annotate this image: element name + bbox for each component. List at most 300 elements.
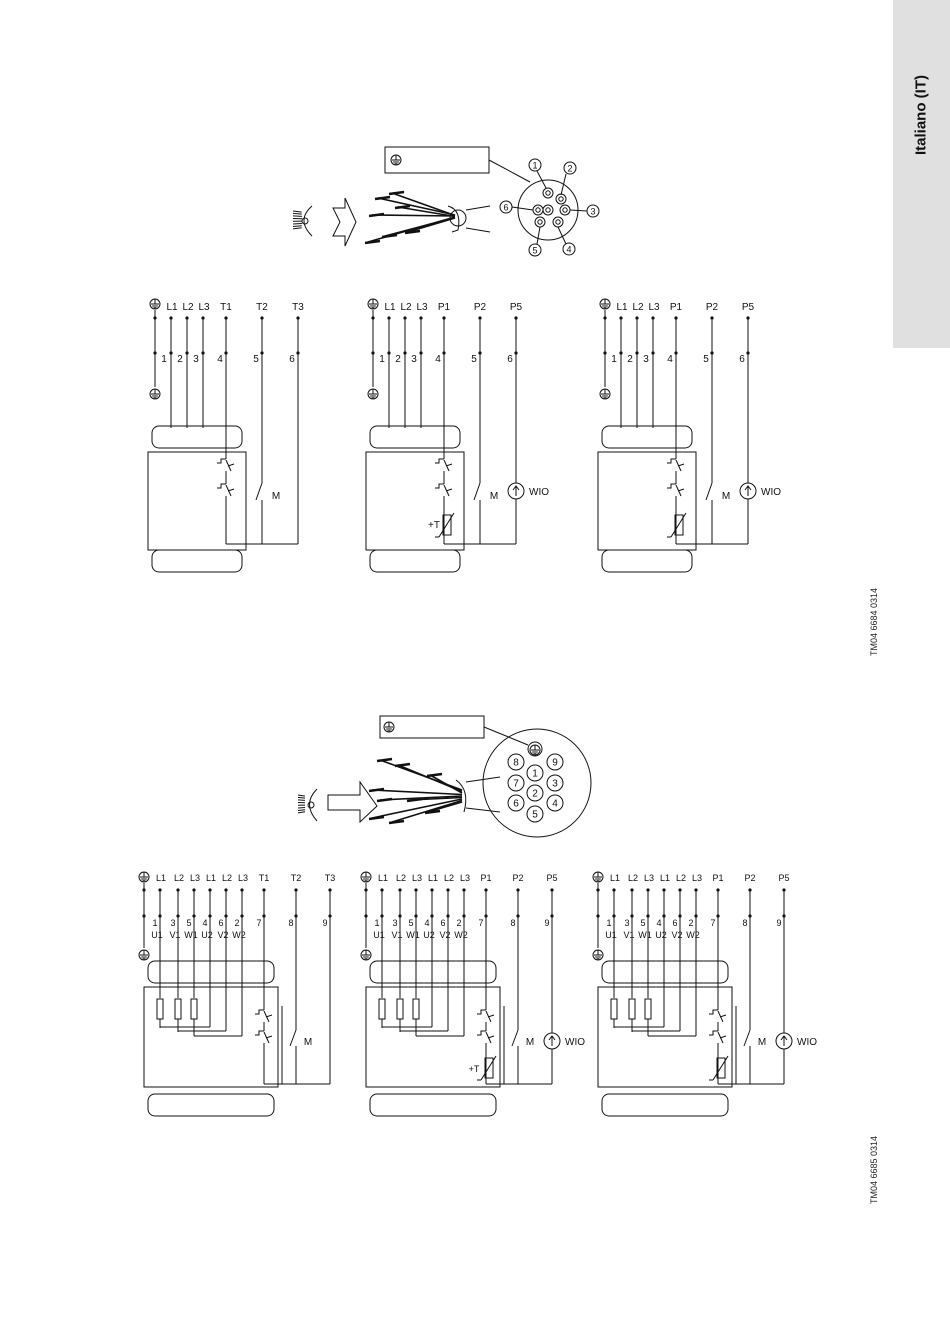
ground-icon — [139, 872, 149, 882]
switch-hook — [217, 484, 226, 488]
switch-tick — [488, 1015, 494, 1017]
cable-end — [395, 206, 410, 208]
pin-socket — [533, 205, 543, 215]
thermal-switch-icon — [255, 1006, 272, 1022]
pin-label: 3 — [411, 354, 417, 365]
eye-pupil — [308, 802, 314, 808]
pin-label: 7 — [256, 918, 262, 928]
winding-label: V2 — [439, 930, 451, 940]
thermal-switch-icon — [477, 1027, 494, 1043]
switch-hook — [255, 1031, 264, 1035]
winding-resistor — [413, 999, 419, 1019]
terminal-label: L2 — [173, 873, 185, 883]
terminal-label: T1 — [258, 873, 270, 883]
pin-label: 1 — [152, 918, 158, 928]
pin-number: 4 — [552, 798, 558, 810]
thermistor-slash — [481, 1056, 496, 1080]
switch-hook — [667, 459, 676, 463]
winding-label: U1 — [151, 930, 163, 940]
switch-tick — [446, 489, 452, 491]
pin-label: 8 — [510, 918, 516, 928]
pin-label: 9 — [322, 918, 328, 928]
pin-label: 5 — [186, 918, 192, 928]
switch-tick — [678, 489, 684, 491]
eye-lash — [293, 228, 302, 229]
switch-blade — [706, 483, 712, 500]
pin-label: 8 — [742, 918, 748, 928]
winding-label: W2 — [454, 930, 468, 940]
terminal-dot — [596, 914, 599, 917]
winding-resistor — [175, 999, 181, 1019]
terminal-label: P1 — [437, 302, 451, 313]
terminal-label: L3 — [643, 873, 655, 883]
winding-resistor — [191, 999, 197, 1019]
wio-sensor-icon — [544, 1033, 585, 1049]
pin-label: 3 — [170, 918, 176, 928]
cable-wire — [392, 193, 455, 216]
thermal-switch-icon — [709, 1027, 726, 1043]
terminal-label: L1 — [205, 873, 217, 883]
motor-bottom-cap — [602, 1094, 728, 1116]
figure-code-1: TM04 6684 0314 — [869, 587, 879, 657]
terminal-label: L2 — [400, 302, 412, 313]
terminal-label: P5 — [546, 873, 558, 883]
eye-lash — [298, 800, 305, 801]
motor-body — [148, 452, 246, 550]
terminal-label: L1 — [659, 873, 671, 883]
eye-icon — [310, 789, 318, 821]
switch-hook — [477, 1031, 486, 1035]
pin-number: 2 — [567, 163, 573, 174]
pin-label: 5 — [408, 918, 414, 928]
eye-lash — [298, 795, 305, 796]
terminal-label: L1 — [609, 873, 621, 883]
pin-number: 5 — [532, 809, 538, 821]
winding-resistor — [645, 999, 651, 1019]
pin-label: 6 — [672, 918, 678, 928]
wio-label: WIO — [565, 1037, 585, 1048]
leader-line — [558, 227, 566, 244]
winding-label: W2 — [686, 930, 700, 940]
pin-hole — [559, 197, 563, 201]
leader-line — [561, 174, 566, 195]
pin-number: 2 — [532, 788, 538, 800]
terminal-label: T2 — [290, 873, 302, 883]
pin-hole — [563, 208, 567, 212]
terminal-label: L3 — [411, 873, 423, 883]
thermal-switch-icon — [667, 480, 684, 496]
pin-socket — [543, 205, 553, 215]
ground-icon — [530, 745, 540, 755]
moisture-switch-label: M — [489, 491, 499, 502]
pin-label: 4 — [217, 354, 223, 365]
motor-bottom-cap — [602, 550, 692, 572]
terminal-dot — [364, 914, 367, 917]
motor-body — [144, 987, 278, 1087]
plug-diagram-1 — [293, 147, 599, 256]
switch-tick — [678, 464, 684, 466]
winding-resistor — [611, 999, 617, 1019]
moisture-switch-label: M — [721, 491, 731, 502]
thermal-switch-icon — [477, 1006, 494, 1022]
cable-outline — [466, 228, 490, 232]
pin-label: 7 — [710, 918, 716, 928]
switch-tick — [228, 464, 234, 466]
moisture-switch-label: M — [271, 491, 281, 502]
winding-label: V2 — [671, 930, 683, 940]
winding-resistor — [397, 999, 403, 1019]
thermal-switch-icon — [255, 1027, 272, 1043]
winding-resistor — [157, 999, 163, 1019]
terminal-label: P1 — [712, 873, 724, 883]
ground-icon — [361, 950, 371, 960]
winding-label: W1 — [184, 930, 198, 940]
wio-sensor-icon — [508, 483, 549, 499]
view-arrow — [328, 782, 377, 822]
terminal-label: L3 — [648, 302, 660, 313]
moisture-switch-label: M — [525, 1037, 535, 1048]
switch-hook — [435, 459, 444, 463]
pin-socket — [556, 194, 566, 204]
cable-outline — [466, 808, 500, 812]
cable-wire — [408, 218, 455, 232]
eye-lash — [293, 226, 302, 227]
terminal-dot — [142, 888, 145, 891]
switch-hook — [217, 459, 226, 463]
eye-lash — [298, 810, 305, 811]
cable-end — [377, 759, 392, 761]
winding-label: W2 — [232, 930, 246, 940]
terminal-dot — [153, 351, 156, 354]
wiring-panel-1-3 — [598, 299, 781, 572]
terminal-dot — [603, 316, 606, 319]
terminal-label: L2 — [182, 302, 194, 313]
terminal-label: L3 — [416, 302, 428, 313]
pin-number: 6 — [513, 798, 519, 810]
pin-label: 1 — [611, 354, 617, 365]
switch-tick — [228, 489, 234, 491]
motor-body — [366, 987, 500, 1087]
terminal-label: L2 — [632, 302, 644, 313]
winding-label: V1 — [169, 930, 181, 940]
switch-tick — [488, 1036, 494, 1038]
pin-number: 7 — [513, 778, 519, 790]
terminal-label: L3 — [198, 302, 210, 313]
thermistor-label: +T — [428, 520, 440, 531]
terminal-label: L2 — [395, 873, 407, 883]
switch-tick — [266, 1015, 272, 1017]
pin-label: 9 — [544, 918, 550, 928]
terminal-label: P5 — [778, 873, 790, 883]
leader-line — [537, 227, 540, 244]
ground-icon — [368, 389, 378, 399]
thermal-switch-icon — [435, 480, 452, 496]
thermal-switch-icon — [217, 480, 234, 496]
pin-label: 2 — [395, 354, 401, 365]
pin-number: 8 — [513, 757, 519, 769]
pin-hole — [538, 220, 542, 224]
cable-end — [427, 774, 442, 776]
cable-wire — [430, 775, 462, 793]
pin-label: 1 — [379, 354, 385, 365]
ground-icon — [593, 950, 603, 960]
motor-top-cap — [152, 426, 242, 448]
leader-line — [489, 160, 530, 182]
pin-number: 5 — [532, 245, 538, 256]
cable-end — [365, 241, 380, 243]
eye-pupil — [302, 218, 308, 224]
plug-diagram-2 — [298, 716, 591, 837]
pin-label: 2 — [234, 918, 240, 928]
motor-top-cap — [370, 961, 496, 983]
pin-label: 4 — [202, 918, 208, 928]
switch-tick — [446, 464, 452, 466]
terminal-label: P5 — [509, 302, 523, 313]
pin-number: 6 — [503, 202, 509, 213]
switch-tick — [720, 1036, 726, 1038]
terminal-label: T1 — [220, 302, 232, 313]
ground-icon — [150, 299, 160, 309]
switch-blade — [290, 1030, 296, 1046]
switch-blade — [512, 1030, 518, 1046]
winding-label: W1 — [406, 930, 420, 940]
pin-label: 3 — [643, 354, 649, 365]
thermistor-slash — [671, 513, 686, 537]
pin-label: 9 — [776, 918, 782, 928]
pin-hole — [546, 208, 550, 212]
pin-label: 1 — [606, 918, 612, 928]
wio-sensor-icon — [776, 1033, 817, 1049]
winding-label: V1 — [391, 930, 403, 940]
pin-label: 3 — [392, 918, 398, 928]
eye-lash — [298, 797, 305, 798]
pin-label: 2 — [456, 918, 462, 928]
connector-face — [518, 180, 578, 240]
motor-body — [598, 987, 732, 1087]
thermal-switch-icon — [435, 455, 452, 471]
leader-line — [484, 727, 528, 745]
pin-hole — [536, 208, 540, 212]
view-arrow — [333, 198, 356, 246]
eye-lash — [293, 216, 302, 217]
pin-label: 5 — [253, 354, 259, 365]
eye-lash — [293, 211, 302, 212]
terminal-label: L2 — [627, 873, 639, 883]
cable-wire — [428, 802, 462, 812]
cable-end — [389, 821, 404, 823]
pin-socket — [560, 205, 570, 215]
switch-hook — [435, 484, 444, 488]
terminal-label: P2 — [512, 873, 524, 883]
terminal-dot — [142, 914, 145, 917]
pin-label: 6 — [739, 354, 745, 365]
terminal-label: L2 — [675, 873, 687, 883]
terminal-label: L1 — [427, 873, 439, 883]
switch-blade — [744, 1030, 750, 1046]
ground-label-box — [380, 716, 484, 738]
terminal-dot — [364, 888, 367, 891]
motor-bottom-cap — [152, 550, 242, 572]
pin-label: 6 — [218, 918, 224, 928]
pin-label: 2 — [177, 354, 183, 365]
terminal-label: T2 — [256, 302, 268, 313]
pin-socket — [535, 217, 545, 227]
cable-wire — [372, 790, 462, 795]
ground-icon — [593, 872, 603, 882]
pin-label: 2 — [627, 354, 633, 365]
winding-label: V2 — [217, 930, 229, 940]
winding-label: U2 — [201, 930, 213, 940]
cable-wire — [385, 218, 455, 237]
terminal-label: L2 — [443, 873, 455, 883]
pin-number: 3 — [552, 778, 558, 790]
terminal-label: P2 — [705, 302, 719, 313]
terminal-dot — [603, 351, 606, 354]
thermistor-slash — [713, 1056, 728, 1080]
winding-label: W1 — [638, 930, 652, 940]
terminal-label: L2 — [221, 873, 233, 883]
switch-tick — [720, 1015, 726, 1017]
leader-line — [512, 207, 533, 210]
pin-label: 4 — [424, 918, 430, 928]
terminal-label: L1 — [384, 302, 396, 313]
wio-sensor-icon — [740, 483, 781, 499]
moisture-switch-label: M — [303, 1037, 313, 1048]
terminal-label: L1 — [155, 873, 167, 883]
terminal-label: L1 — [616, 302, 628, 313]
eye-lash — [298, 812, 305, 813]
terminal-label: P1 — [480, 873, 492, 883]
pin-label: 5 — [640, 918, 646, 928]
pin-label: 5 — [471, 354, 477, 365]
switch-hook — [667, 484, 676, 488]
pin-hole — [556, 220, 560, 224]
terminal-dot — [153, 316, 156, 319]
motor-top-cap — [602, 961, 728, 983]
terminal-label: L1 — [166, 302, 178, 313]
terminal-label: L3 — [237, 873, 249, 883]
wio-label: WIO — [529, 487, 549, 498]
thermal-switch-icon — [217, 455, 234, 471]
thermistor-slash — [439, 513, 454, 537]
leader-line — [570, 210, 587, 211]
eye-lash — [293, 213, 302, 214]
pin-label: 5 — [703, 354, 709, 365]
cable-end — [375, 197, 390, 199]
cable-end — [389, 192, 404, 194]
cable-end — [382, 235, 397, 237]
ground-icon — [361, 872, 371, 882]
pin-socket — [543, 188, 553, 198]
switch-hook — [709, 1010, 718, 1014]
winding-label: U2 — [423, 930, 435, 940]
motor-top-cap — [148, 961, 274, 983]
terminal-label: P2 — [473, 302, 487, 313]
wiring-panel-1-1 — [148, 299, 304, 572]
pin-socket — [553, 217, 563, 227]
terminal-dot — [371, 351, 374, 354]
pin-label: 4 — [667, 354, 673, 365]
thermal-switch-icon — [709, 1006, 726, 1022]
moisture-switch-label: M — [757, 1037, 767, 1048]
pin-label: 3 — [624, 918, 630, 928]
pin-label: 2 — [688, 918, 694, 928]
switch-hook — [477, 1010, 486, 1014]
thermistor-label: +T — [468, 1064, 480, 1074]
ground-icon — [600, 389, 610, 399]
pin-label: 8 — [288, 918, 294, 928]
pin-label: 4 — [435, 354, 441, 365]
winding-label: U1 — [373, 930, 385, 940]
cable-outline — [466, 206, 490, 210]
cable-end — [377, 799, 392, 801]
terminal-label: T3 — [292, 302, 304, 313]
pin-label: 7 — [478, 918, 484, 928]
language-label: Italiano (IT) — [912, 75, 930, 155]
pin-number: 1 — [532, 768, 538, 780]
motor-top-cap — [370, 426, 460, 448]
winding-label: U2 — [655, 930, 667, 940]
terminal-label: L3 — [691, 873, 703, 883]
wiring-panel-2-3 — [593, 872, 817, 1116]
motor-bottom-cap — [148, 1094, 274, 1116]
ground-icon — [139, 950, 149, 960]
motor-bottom-cap — [370, 1094, 496, 1116]
switch-hook — [255, 1010, 264, 1014]
terminal-dot — [596, 888, 599, 891]
pin-number: 3 — [590, 206, 596, 217]
terminal-label: T3 — [324, 873, 336, 883]
cable-end — [369, 817, 384, 819]
pin-label: 1 — [374, 918, 380, 928]
terminal-label: P5 — [741, 302, 755, 313]
pin-label: 6 — [507, 354, 513, 365]
switch-blade — [474, 483, 480, 500]
cable-end — [395, 764, 410, 766]
terminal-label: L3 — [459, 873, 471, 883]
thermal-switch-icon — [667, 455, 684, 471]
ground-icon — [150, 389, 160, 399]
ground-icon — [368, 299, 378, 309]
pin-hole — [546, 191, 550, 195]
pin-label: 3 — [193, 354, 199, 365]
pin-label: 1 — [161, 354, 167, 365]
winding-resistor — [629, 999, 635, 1019]
winding-label: V1 — [623, 930, 635, 940]
switch-hook — [709, 1031, 718, 1035]
terminal-label: P1 — [669, 302, 683, 313]
winding-label: U1 — [605, 930, 617, 940]
wio-label: WIO — [761, 487, 781, 498]
switch-tick — [266, 1036, 272, 1038]
switch-blade — [256, 483, 262, 500]
pin-label: 6 — [440, 918, 446, 928]
figure-code-2: TM04 6685 0314 — [869, 1135, 879, 1205]
winding-resistor — [379, 999, 385, 1019]
terminal-label: P2 — [744, 873, 756, 883]
wiring-panel-2-1 — [139, 872, 335, 1116]
ground-icon — [600, 299, 610, 309]
terminal-dot — [371, 316, 374, 319]
motor-top-cap — [602, 426, 692, 448]
wiring-panel-2-2 — [361, 872, 585, 1116]
cable-wire — [378, 198, 455, 215]
wiring-panel-1-2 — [366, 299, 549, 572]
pin-label: 6 — [289, 354, 295, 365]
leader-line — [537, 171, 546, 188]
pin-number: 9 — [552, 757, 558, 769]
pin-number: 1 — [532, 160, 538, 171]
